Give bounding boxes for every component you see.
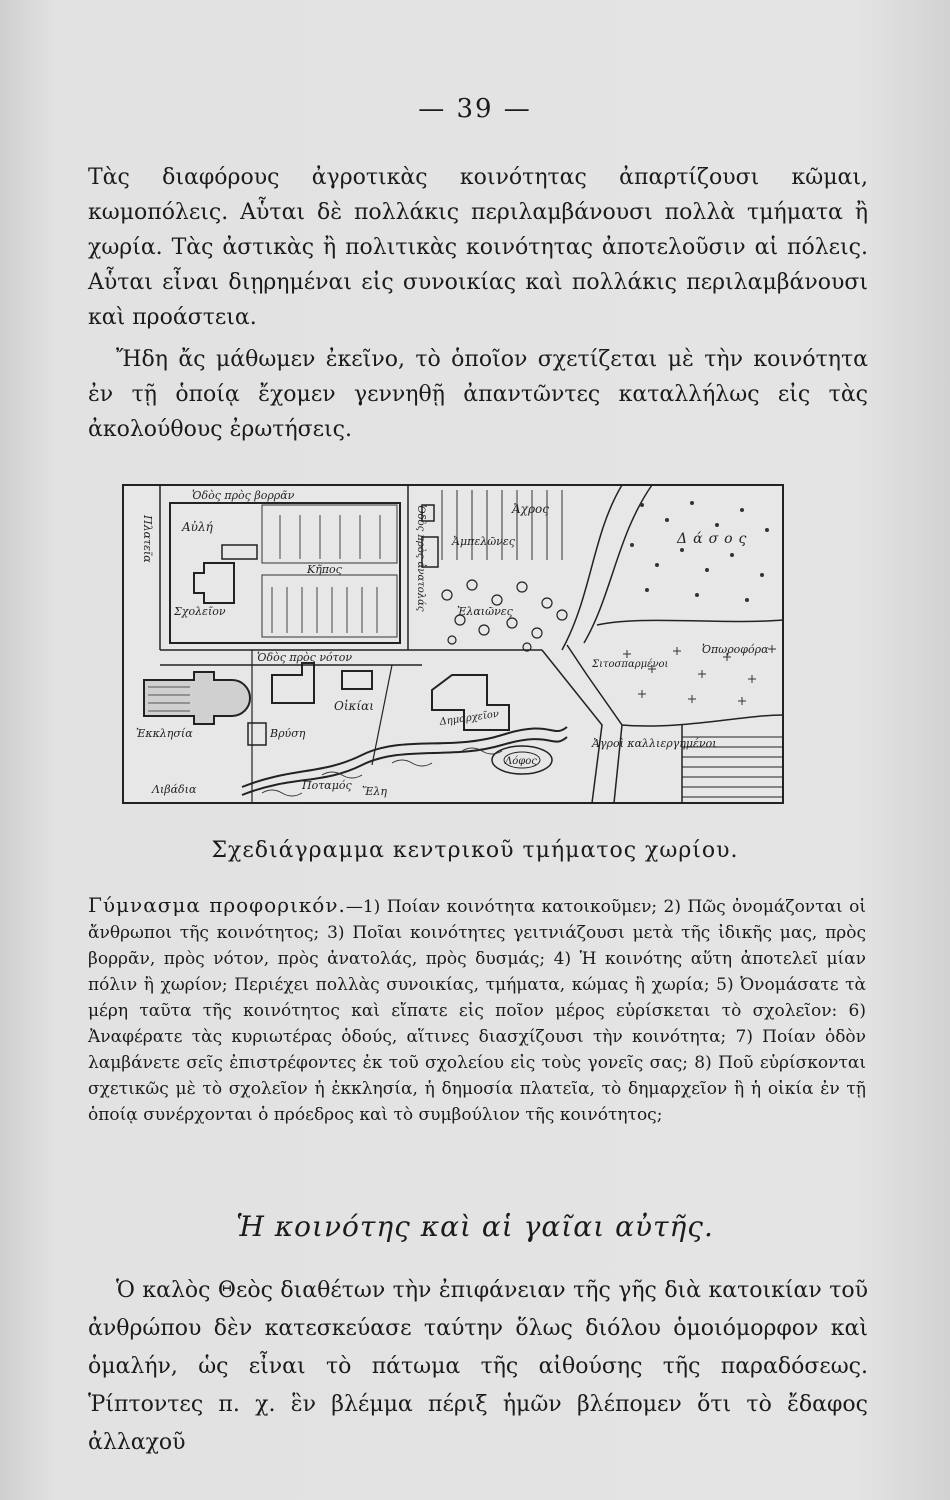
label-vineyards: Ἀμπελῶνες [452,535,515,548]
label-arable: Ἀγροὶ καλλιεργημένοι [592,737,717,750]
label-meadows: Λιβάδια [152,783,197,796]
village-plan-figure [122,475,787,815]
exercise-text: —1) Ποίαν κοινότητα κατοικοῦμεν; 2) Πῶς ὀνομάζονται οἱ ἄνθρωποι τῆς κοινότητος; 3) Ποῖαι κοινότητες γειτνιάζουσι μετὰ τῆς ἰδικῆς μας, πρὸς βορρᾶν, πρὸς νότον, πρὸς ἀνατολάς, πρὸς δυσμάς; 4) Ἡ κοινότης αὕτη ἀποτελεῖ μίαν πόλιν ἢ χωρίον; Περιέχει πολλὰς συνοικίας, τμήματα, κώμας ἢ χωρία; 5) Ὀνομάσατε τὰ μέρη ταῦτα τῆς κοινότητος καὶ εἴπατε εἰς ποῖον μέρος εὑρίσκεται τὸ σχολεῖον: 6) Ἀναφέρατε τὰς κυριωτέρας ὁδούς, αἵτινες διασχίζουσι τὴν κοινότητα; 7) Ποίαν ὁδὸν λαμβάνετε σεῖς ἐπιστρέφοντες ἐκ τοῦ σχολείου εἰς τοὺς γονεῖς σας; 8) Ποῦ εὑρίσκονται σχετικῶς μὲ τὸ σχολεῖον ἡ ἐκκλησία, ἡ δημοσία πλατεῖα, τὸ δημαρχεῖον ἢ ἡ οἰκία ἐν τῇ ὁποίᾳ συνέρχονται ὁ πρόεδρος καὶ τὸ συμβούλιον τῆς κοινότητος; [88,897,866,1125]
label-river: Ποταμός [302,779,352,792]
figure-caption: Σχεδιάγραμμα κεντρικοῦ τμήματος χωρίου. [211,838,739,863]
label-fountain: Βρύση [270,727,306,740]
paragraph-communities: Τὰς διαφόρους ἀγροτικὰς κοινότητας ἀπαρτίζουσι κῶμαι, κωμοπόλεις. Αὗται δὲ πολλάκις περιλαμβάνουσι πολλὰ τμήματα ἢ χωρία. Τὰς ἀστικὰς ἢ πολιτικὰς κοινότητας ἀποτελοῦσιν αἱ πόλεις. Αὗται εἶναι διῃρημέναι εἰς συνοικίας καὶ πολλάκις περιλαμβάνουσι καὶ προάστεια. [88,165,868,330]
label-plaza: Πλατεῖα [141,515,154,563]
paragraph-questions-intro: Ἤδη ἄς μάθωμεν ἐκεῖνο, τὸ ὁποῖον σχετίζεται μὲ τὴν κοινότητα ἐν τῇ ὁποίᾳ ἔχομεν γεννηθῇ ἀπαντῶντες καταλλήλως εἰς τὰς ἀκολούθους ἐρωτήσεις. [88,347,868,442]
label-olive-grove: Ἐλαιῶνες [457,605,513,618]
label-town-hall: Δημαρχεῖον [438,708,500,728]
label-road-north: Ὁδὸς πρὸς βορρᾶν [192,489,295,502]
label-garden: Κῆπος [307,563,342,576]
paragraph-land: Ὁ καλὸς Θεὸς διαθέτων τὴν ἐπιφάνειαν τῆς γῆς διὰ κατοικίαν τοῦ ἀνθρώπου δὲν κατεσκεύασε ταύτην ὅλως διόλου ὁμοιόμορφον καὶ ὁμαλήν, ὡς εἶναι τὸ πάτωμα τῆς αἰθούσης τῆς παραδόσεως. Ῥίπτοντες π. χ. ἓν βλέμμα πέριξ ἡμῶν βλέπομεν ὅτι τὸ ἔδαφος ἀλλαχοῦ [88,1278,868,1455]
exercise-lead: Γύμνασμα προφορικόν. [88,893,346,917]
label-barren: Ἀχρος [512,502,549,516]
label-houses: Οἰκίαι [334,699,374,713]
label-courtyard: Αὐλή [182,520,213,534]
label-school: Σχολεῖον [174,605,226,618]
label-road-east: Ὁδὸς πρὸς ἀνατολάς [415,505,426,612]
label-road-south: Ὁδὸς πρὸς νότον [257,651,353,664]
oral-exercise [88,892,866,1128]
label-hill: Λόφος [505,756,537,767]
label-wheat: Σιτοσπαρμένοι [592,659,669,670]
section-heading: Ἡ κοινότης καὶ αἱ γαῖαι αὐτῆς. [236,1210,714,1243]
village-plan-map [122,475,787,815]
label-forest: Δάσος [677,531,753,547]
label-orchard: Ὀπωροφόρα [702,643,769,656]
page-number: — 39 — [418,94,532,124]
label-church: Ἐκκλησία [136,727,193,740]
label-marsh: Ἕλη [362,785,387,798]
